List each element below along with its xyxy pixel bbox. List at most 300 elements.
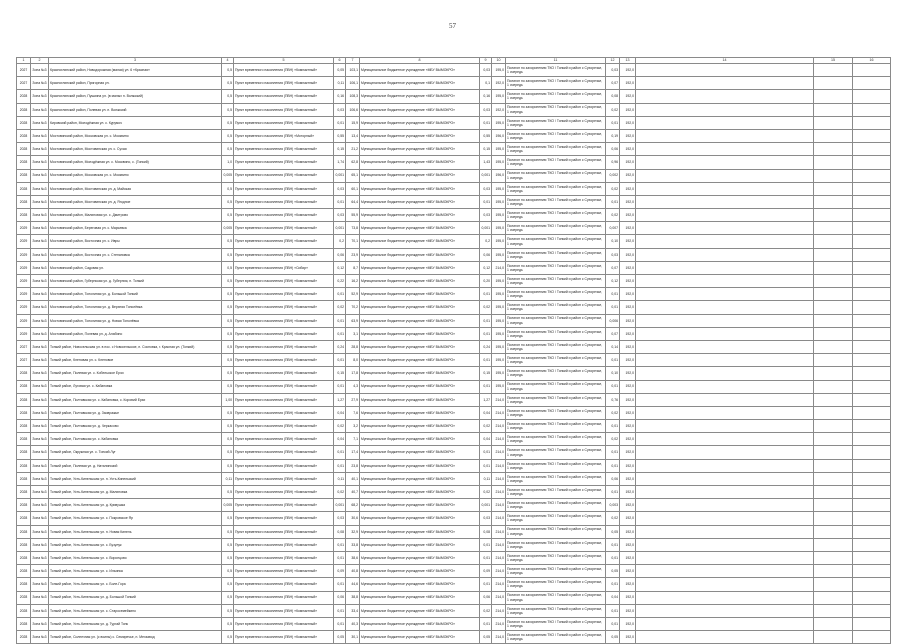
cell-v1: 0,03 — [334, 209, 346, 222]
cell-empty — [636, 472, 814, 485]
cell-empty — [814, 380, 853, 393]
cell-v1: 0,01 — [334, 446, 346, 459]
cell-q1: 0,01 — [480, 314, 492, 327]
cell-q2: 195,0 — [492, 116, 506, 129]
table-row — [17, 538, 891, 551]
table-row — [17, 182, 891, 195]
cell-year: 2028 — [17, 169, 31, 182]
cell-dest: Полигон по захоронению ТКО / Тонкий и район с Сухоречье, 1 очередь — [506, 393, 606, 406]
cell-dest: Полигон по захоронению ТКО / Тонкий и район с Сухоречье, 1 очередь — [506, 222, 606, 235]
cell-len: 0,5 — [222, 301, 234, 314]
table-row — [17, 275, 891, 288]
cell-empty — [636, 156, 814, 169]
cell-dest: Полигон по захоронению ТКО / Тонкий и район с Сухоречье, 1 очередь — [506, 340, 606, 353]
cell-empty — [814, 393, 853, 406]
cell-p2: 192,0 — [620, 275, 636, 288]
cell-empty — [814, 288, 853, 301]
cell-empty — [814, 617, 853, 630]
cell-type: Пункт временного накопления (ПВН) «Компактный» — [234, 367, 334, 380]
cell-type: Пункт временного накопления (ПВН) «Компактный» — [234, 591, 334, 604]
cell-cat: Зона №3 — [31, 209, 49, 222]
cell-org: Муниципальное бюджетное учреждение «МБУ ВЫМОКРО» — [360, 367, 480, 380]
cell-empty — [636, 631, 814, 644]
cell-year: 2028 — [17, 116, 31, 129]
cell-org: Муниципальное бюджетное учреждение «МБУ ВЫМОКРО» — [360, 565, 480, 578]
cell-v2: 44,6 — [346, 578, 360, 591]
cell-empty — [853, 551, 891, 564]
cell-p1: 0,05 — [606, 631, 620, 644]
cell-p2: 192,0 — [620, 195, 636, 208]
cell-cat: Зона №3 — [31, 617, 49, 630]
cell-q2: 195,0 — [492, 367, 506, 380]
cell-dest: Полигон по захоронению ТКО / Тонкий и район с Сухоречье, 1 очередь — [506, 235, 606, 248]
page-number: 57 — [449, 22, 456, 30]
cell-year: 2029 — [17, 301, 31, 314]
cell-empty — [814, 551, 853, 564]
cell-q2: 214,0 — [492, 578, 506, 591]
cell-type: Пункт временного накопления (ПВН) «Компактный» — [234, 420, 334, 433]
cell-empty — [814, 182, 853, 195]
cell-year: 2028 — [17, 551, 31, 564]
cell-type: Пункт временного накопления (ПВН) «Компактный» — [234, 314, 334, 327]
cell-v1: 0,08 — [334, 525, 346, 538]
cell-v1: 0,01 — [334, 327, 346, 340]
cell-empty — [636, 301, 814, 314]
cell-p2: 192,0 — [620, 169, 636, 182]
cell-year: 2028 — [17, 393, 31, 406]
cell-org: Муниципальное бюджетное учреждение «МБУ ВЫМОКРО» — [360, 604, 480, 617]
cell-len: 0,5 — [222, 433, 234, 446]
cell-dest: Полигон по захоронению ТКО / Тонкий и район с Сухоречье, 1 очередь — [506, 512, 606, 525]
cell-cat: Зона №3 — [31, 103, 49, 116]
column-header: 8 — [360, 58, 480, 64]
cell-q1: 1,27 — [480, 393, 492, 406]
cell-cat: Зона №3 — [31, 604, 49, 617]
cell-p2: 192,0 — [620, 565, 636, 578]
cell-empty — [636, 459, 814, 472]
cell-empty — [636, 446, 814, 459]
cell-type: Пункт временного накопления (ПВН) «Компактный» — [234, 143, 334, 156]
cell-q2: 214,0 — [492, 420, 506, 433]
cell-len: 0,5 — [222, 327, 234, 340]
cell-type: Пункт временного накопления (ПВН) «Компактный» — [234, 77, 334, 90]
cell-empty — [853, 288, 891, 301]
cell-cat: Зона №3 — [31, 631, 49, 644]
cell-v1: 1,27 — [334, 393, 346, 406]
cell-p2: 192,0 — [620, 486, 636, 499]
table-row — [17, 420, 891, 433]
table-row — [17, 288, 891, 301]
cell-p1: 0,02 — [606, 103, 620, 116]
cell-v2: 8,7 — [346, 261, 360, 274]
cell-dest: Полигон по захоронению ТКО / Тонкий и район с Сухоречье, 1 очередь — [506, 538, 606, 551]
cell-empty — [853, 169, 891, 182]
cell-dest: Полигон по захоронению ТКО / Тонкий и район с Сухоречье, 1 очередь — [506, 604, 606, 617]
cell-empty — [853, 367, 891, 380]
cell-len: 0,5 — [222, 288, 234, 301]
cell-v2: 40,1 — [346, 472, 360, 485]
cell-type: Пункт временного накопления (ПВН) «Компактный» — [234, 209, 334, 222]
cell-type: Пункт временного накопления (ПВН) «Компактный» — [234, 631, 334, 644]
cell-q2: 214,0 — [492, 433, 506, 446]
cell-cat: Зона №3 — [31, 472, 49, 485]
cell-name: Мостовинский район, Молодёжная ул. с. Москвино, с. (Тонкий) — [49, 156, 222, 169]
cell-q1: 0,15 — [480, 367, 492, 380]
data-table — [16, 57, 891, 644]
cell-empty — [853, 77, 891, 90]
cell-empty — [636, 565, 814, 578]
cell-cat: Зона №3 — [31, 486, 49, 499]
cell-empty — [814, 301, 853, 314]
cell-name: Красноглинский район, Пушкина ул. (в малых п. Волжский) — [49, 90, 222, 103]
cell-name: Красноглинский район, Пригорная ул. — [49, 77, 222, 90]
cell-p1: 0,01 — [606, 420, 620, 433]
cell-org: Муниципальное бюджетное учреждение «МБУ ВЫМОКРО» — [360, 64, 480, 77]
cell-p1: 0,02 — [606, 182, 620, 195]
cell-cat: Зона №3 — [31, 275, 49, 288]
cell-p2: 192,0 — [620, 393, 636, 406]
cell-q1: 0,01 — [480, 446, 492, 459]
cell-p1: 0,04 — [606, 591, 620, 604]
cell-v2: 32,9 — [346, 525, 360, 538]
cell-v1: 0,01 — [334, 551, 346, 564]
cell-len: 0,5 — [222, 538, 234, 551]
cell-q1: 0,20 — [480, 275, 492, 288]
cell-q1: 0,01 — [480, 327, 492, 340]
cell-len: 0,5 — [222, 486, 234, 499]
cell-empty — [814, 314, 853, 327]
cell-p2: 192,0 — [620, 261, 636, 274]
cell-p1: 0,01 — [606, 354, 620, 367]
cell-q1: 0,08 — [480, 525, 492, 538]
cell-empty — [853, 90, 891, 103]
cell-empty — [814, 235, 853, 248]
cell-empty — [853, 538, 891, 551]
cell-empty — [853, 565, 891, 578]
table-row — [17, 248, 891, 261]
cell-empty — [814, 525, 853, 538]
cell-len: 0,5 — [222, 591, 234, 604]
cell-v2: 7,6 — [346, 406, 360, 419]
cell-name: Тонкий район, Новосельская ул. в пос. с Новосельское, п. Сосновка, г. Красная ул. (Тонкий) — [49, 340, 222, 353]
cell-type: Пункт временного накопления (ПВН) «Компактный» — [234, 486, 334, 499]
cell-year: 2028 — [17, 129, 31, 142]
cell-empty — [853, 314, 891, 327]
cell-q2: 195,0 — [492, 314, 506, 327]
cell-q1: 0,03 — [480, 512, 492, 525]
cell-v2: 3,1 — [346, 327, 360, 340]
table-row — [17, 64, 891, 77]
cell-q1: 0,2 — [480, 235, 492, 248]
cell-cat: Зона №3 — [31, 525, 49, 538]
cell-year: 2028 — [17, 209, 31, 222]
cell-p1: 0,02 — [606, 512, 620, 525]
cell-empty — [814, 367, 853, 380]
cell-cat: Зона №3 — [31, 538, 49, 551]
cell-q2: 196,0 — [492, 169, 506, 182]
cell-q1: 0,02 — [480, 486, 492, 499]
cell-v1: 0,03 — [334, 512, 346, 525]
cell-type: Пункт временного накопления (ПВН) «Компактный» — [234, 525, 334, 538]
column-header: 11 — [506, 58, 606, 64]
cell-year: 2029 — [17, 261, 31, 274]
cell-org: Муниципальное бюджетное учреждение «МБУ ВЫМОКРО» — [360, 327, 480, 340]
table-row — [17, 90, 891, 103]
column-header: 3 — [49, 58, 222, 64]
cell-empty — [636, 169, 814, 182]
cell-p1: 0,10 — [606, 367, 620, 380]
cell-name: Мостовинский район, Малиновая ул. с. Дмитрово — [49, 209, 222, 222]
cell-p1: 0,03 — [606, 248, 620, 261]
cell-empty — [636, 143, 814, 156]
cell-p1: 0,14 — [606, 340, 620, 353]
cell-year: 2028 — [17, 195, 31, 208]
cell-p2: 192,0 — [620, 209, 636, 222]
cell-empty — [853, 525, 891, 538]
cell-p1: 0,07 — [606, 77, 620, 90]
cell-v2: 70,2 — [346, 301, 360, 314]
cell-v1: 0,01 — [334, 617, 346, 630]
column-header: 2 — [31, 58, 49, 64]
cell-empty — [636, 512, 814, 525]
cell-q1: 0,01 — [480, 116, 492, 129]
cell-name: Мостовинский район, Губернская ул. д. Губерния, п. Тонкий — [49, 275, 222, 288]
cell-name: Мостовинский район, Восточная ул. с. Ивры — [49, 235, 222, 248]
cell-p1: 0,05 — [606, 565, 620, 578]
cell-len: 0,5 — [222, 116, 234, 129]
cell-name: Красноглинский район, Новодорожная (малая) ул. 6 «Красная» — [49, 64, 222, 77]
cell-q2: 196,0 — [492, 129, 506, 142]
cell-empty — [853, 156, 891, 169]
cell-type: Пункт временного накопления (ПВН) «Сибир» — [234, 261, 334, 274]
cell-org: Муниципальное бюджетное учреждение «МБУ ВЫМОКРО» — [360, 90, 480, 103]
cell-empty — [636, 288, 814, 301]
column-header: 16 — [853, 58, 891, 64]
cell-dest: Полигон по захоронению ТКО / Тонкий и район с Сухоречье, 1 очередь — [506, 472, 606, 485]
data-table-container — [16, 57, 890, 644]
cell-q1: 0,1 — [480, 77, 492, 90]
cell-empty — [814, 459, 853, 472]
cell-p2: 192,0 — [620, 578, 636, 591]
cell-cat: Зона №3 — [31, 499, 49, 512]
cell-v1: 0,02 — [334, 420, 346, 433]
cell-q2: 192,0 — [492, 103, 506, 116]
cell-p2: 192,0 — [620, 446, 636, 459]
cell-empty — [636, 64, 814, 77]
cell-year: 2028 — [17, 578, 31, 591]
cell-type: Пункт временного накопления (ПВН) «Компактный» — [234, 301, 334, 314]
cell-org: Муниципальное бюджетное учреждение «МБУ ВЫМОКРО» — [360, 486, 480, 499]
cell-q1: 0,01 — [480, 380, 492, 393]
cell-q2: 195,0 — [492, 301, 506, 314]
cell-v1: 0,02 — [334, 486, 346, 499]
cell-org: Муниципальное бюджетное учреждение «МБУ ВЫМОКРО» — [360, 631, 480, 644]
cell-empty — [636, 393, 814, 406]
cell-name: Тонкий район, Солнечная ул. (с воины) с. Семиречье, п. Мехзавод — [49, 631, 222, 644]
cell-v2: 55,9 — [346, 209, 360, 222]
cell-name: Кировский район, Молодёжная ул. с. Курумоч — [49, 116, 222, 129]
cell-empty — [814, 631, 853, 644]
cell-dest: Полигон по захоронению ТКО / Тонкий и район с Сухоречье, 1 очередь — [506, 631, 606, 644]
cell-empty — [636, 182, 814, 195]
cell-q1: 0,02 — [480, 604, 492, 617]
cell-year: 2027 — [17, 340, 31, 353]
cell-cat: Зона №3 — [31, 129, 49, 142]
cell-empty — [814, 604, 853, 617]
cell-type: Пункт временного накопления (ПВН) «Компактный» — [234, 327, 334, 340]
cell-name: Тонкий район, Усть-Кинельская ул. д. Большой Тонкий — [49, 591, 222, 604]
cell-empty — [853, 209, 891, 222]
cell-cat: Зона №3 — [31, 77, 49, 90]
cell-empty — [814, 195, 853, 208]
cell-len: 0,5 — [222, 235, 234, 248]
cell-year: 2028 — [17, 420, 31, 433]
cell-empty — [636, 538, 814, 551]
cell-q1: 0,04 — [480, 406, 492, 419]
cell-q2: 214,0 — [492, 499, 506, 512]
cell-org: Муниципальное бюджетное учреждение «МБУ ВЫМОКРО» — [360, 222, 480, 235]
cell-v2: 52,9 — [346, 288, 360, 301]
cell-v2: 65,1 — [346, 169, 360, 182]
cell-len: 0,5 — [222, 446, 234, 459]
cell-q1: 0,03 — [480, 209, 492, 222]
cell-p1: 0,76 — [606, 393, 620, 406]
cell-q1: 0,03 — [480, 64, 492, 77]
cell-empty — [814, 64, 853, 77]
cell-year: 2028 — [17, 472, 31, 485]
cell-p1: 0,01 — [606, 538, 620, 551]
cell-q2: 214,0 — [492, 486, 506, 499]
cell-q1: 0,06 — [480, 248, 492, 261]
cell-empty — [853, 103, 891, 116]
cell-type: Пункт временного накопления (ПВН) «Компактный» — [234, 406, 334, 419]
cell-year: 2028 — [17, 380, 31, 393]
cell-type: Пункт временного накопления (ПВН) «Компактный» — [234, 64, 334, 77]
cell-type: Пункт временного накопления (ПВН) «Компактный» — [234, 103, 334, 116]
cell-empty — [853, 406, 891, 419]
cell-org: Муниципальное бюджетное учреждение «МБУ ВЫМОКРО» — [360, 340, 480, 353]
cell-empty — [636, 578, 814, 591]
cell-empty — [853, 604, 891, 617]
cell-p2: 192,0 — [620, 64, 636, 77]
cell-empty — [636, 222, 814, 235]
cell-dest: Полигон по захоронению ТКО / Тонкий и район с Сухоречье, 1 очередь — [506, 380, 606, 393]
cell-cat: Зона №3 — [31, 156, 49, 169]
cell-len: 0,5 — [222, 512, 234, 525]
cell-p1: 0,01 — [606, 288, 620, 301]
cell-v2: 30,6 — [346, 512, 360, 525]
cell-len: 1,0 — [222, 156, 234, 169]
cell-v1: 0,01 — [334, 314, 346, 327]
cell-year: 2027 — [17, 64, 31, 77]
cell-org: Муниципальное бюджетное учреждение «МБУ ВЫМОКРО» — [360, 156, 480, 169]
column-header: 10 — [492, 58, 506, 64]
table-row — [17, 195, 891, 208]
cell-name: Мостовинский район, Московская ул. с. Москвино — [49, 129, 222, 142]
cell-empty — [636, 433, 814, 446]
cell-v2: 106,1 — [346, 77, 360, 90]
cell-year: 2028 — [17, 90, 31, 103]
cell-len: 0,5 — [222, 525, 234, 538]
cell-type: Пункт временного накопления (ПВН) «Компактный» — [234, 116, 334, 129]
cell-q1: 0,03 — [480, 103, 492, 116]
cell-empty — [636, 551, 814, 564]
cell-v2: 13,4 — [346, 129, 360, 142]
cell-empty — [853, 261, 891, 274]
cell-empty — [636, 248, 814, 261]
table-row — [17, 367, 891, 380]
cell-empty — [636, 604, 814, 617]
cell-v1: 0,15 — [334, 143, 346, 156]
cell-v2: 40,3 — [346, 617, 360, 630]
cell-type: Пункт временного накопления (ПВН) «Компактный» — [234, 578, 334, 591]
cell-type: Пункт временного накопления (ПВН) «Компактный» — [234, 340, 334, 353]
cell-empty — [853, 327, 891, 340]
cell-empty — [636, 525, 814, 538]
cell-p1: 0,01 — [606, 578, 620, 591]
cell-type: Пункт временного накопления (ПВН) «Компактный» — [234, 446, 334, 459]
cell-v2: 23,9 — [346, 248, 360, 261]
cell-len: 0,5 — [222, 565, 234, 578]
cell-len: 0,5 — [222, 354, 234, 367]
cell-type: Пункт временного накопления (ПВН) «Компактный» — [234, 472, 334, 485]
cell-empty — [853, 578, 891, 591]
cell-p2: 192,0 — [620, 77, 636, 90]
cell-cat: Зона №3 — [31, 340, 49, 353]
cell-q2: 214,0 — [492, 459, 506, 472]
cell-year: 2028 — [17, 433, 31, 446]
cell-v1: 0,05 — [334, 631, 346, 644]
cell-p2: 192,0 — [620, 591, 636, 604]
table-row — [17, 472, 891, 485]
cell-empty — [636, 129, 814, 142]
cell-empty — [814, 578, 853, 591]
cell-dest: Полигон по захоронению ТКО / Тонкий и район с Сухоречье, 1 очередь — [506, 261, 606, 274]
cell-len: 0,5 — [222, 617, 234, 630]
table-row — [17, 103, 891, 116]
table-row — [17, 380, 891, 393]
cell-p1: 0,10 — [606, 235, 620, 248]
cell-p2: 192,0 — [620, 288, 636, 301]
cell-v2: 68,2 — [346, 499, 360, 512]
cell-p2: 192,0 — [620, 525, 636, 538]
cell-q2: 195,0 — [492, 64, 506, 77]
cell-name: Тонкий район, Окружная ул. с. Тонкий Луг — [49, 446, 222, 459]
cell-p2: 192,0 — [620, 143, 636, 156]
cell-dest: Полигон по захоронению ТКО / Тонкий и район с Сухоречье, 1 очередь — [506, 327, 606, 340]
cell-q1: 0,04 — [480, 433, 492, 446]
cell-len: 0,5 — [222, 275, 234, 288]
cell-org: Муниципальное бюджетное учреждение «МБУ ВЫМОКРО» — [360, 182, 480, 195]
table-row — [17, 578, 891, 591]
cell-len: 0,5 — [222, 578, 234, 591]
cell-org: Муниципальное бюджетное учреждение «МБУ ВЫМОКРО» — [360, 195, 480, 208]
cell-type: Пункт временного накопления (ПВН) «Компактный» — [234, 459, 334, 472]
cell-org: Муниципальное бюджетное учреждение «МБУ ВЫМОКРО» — [360, 499, 480, 512]
table-row — [17, 261, 891, 274]
cell-empty — [636, 380, 814, 393]
cell-org: Муниципальное бюджетное учреждение «МБУ ВЫМОКРО» — [360, 393, 480, 406]
cell-cat: Зона №3 — [31, 169, 49, 182]
cell-empty — [853, 182, 891, 195]
cell-q2: 214,0 — [492, 604, 506, 617]
cell-empty — [636, 367, 814, 380]
cell-len: 0,5 — [222, 143, 234, 156]
cell-org: Муниципальное бюджетное учреждение «МБУ ВЫМОКРО» — [360, 578, 480, 591]
cell-len: 0,5 — [222, 77, 234, 90]
column-header: 7 — [346, 58, 360, 64]
cell-empty — [853, 301, 891, 314]
